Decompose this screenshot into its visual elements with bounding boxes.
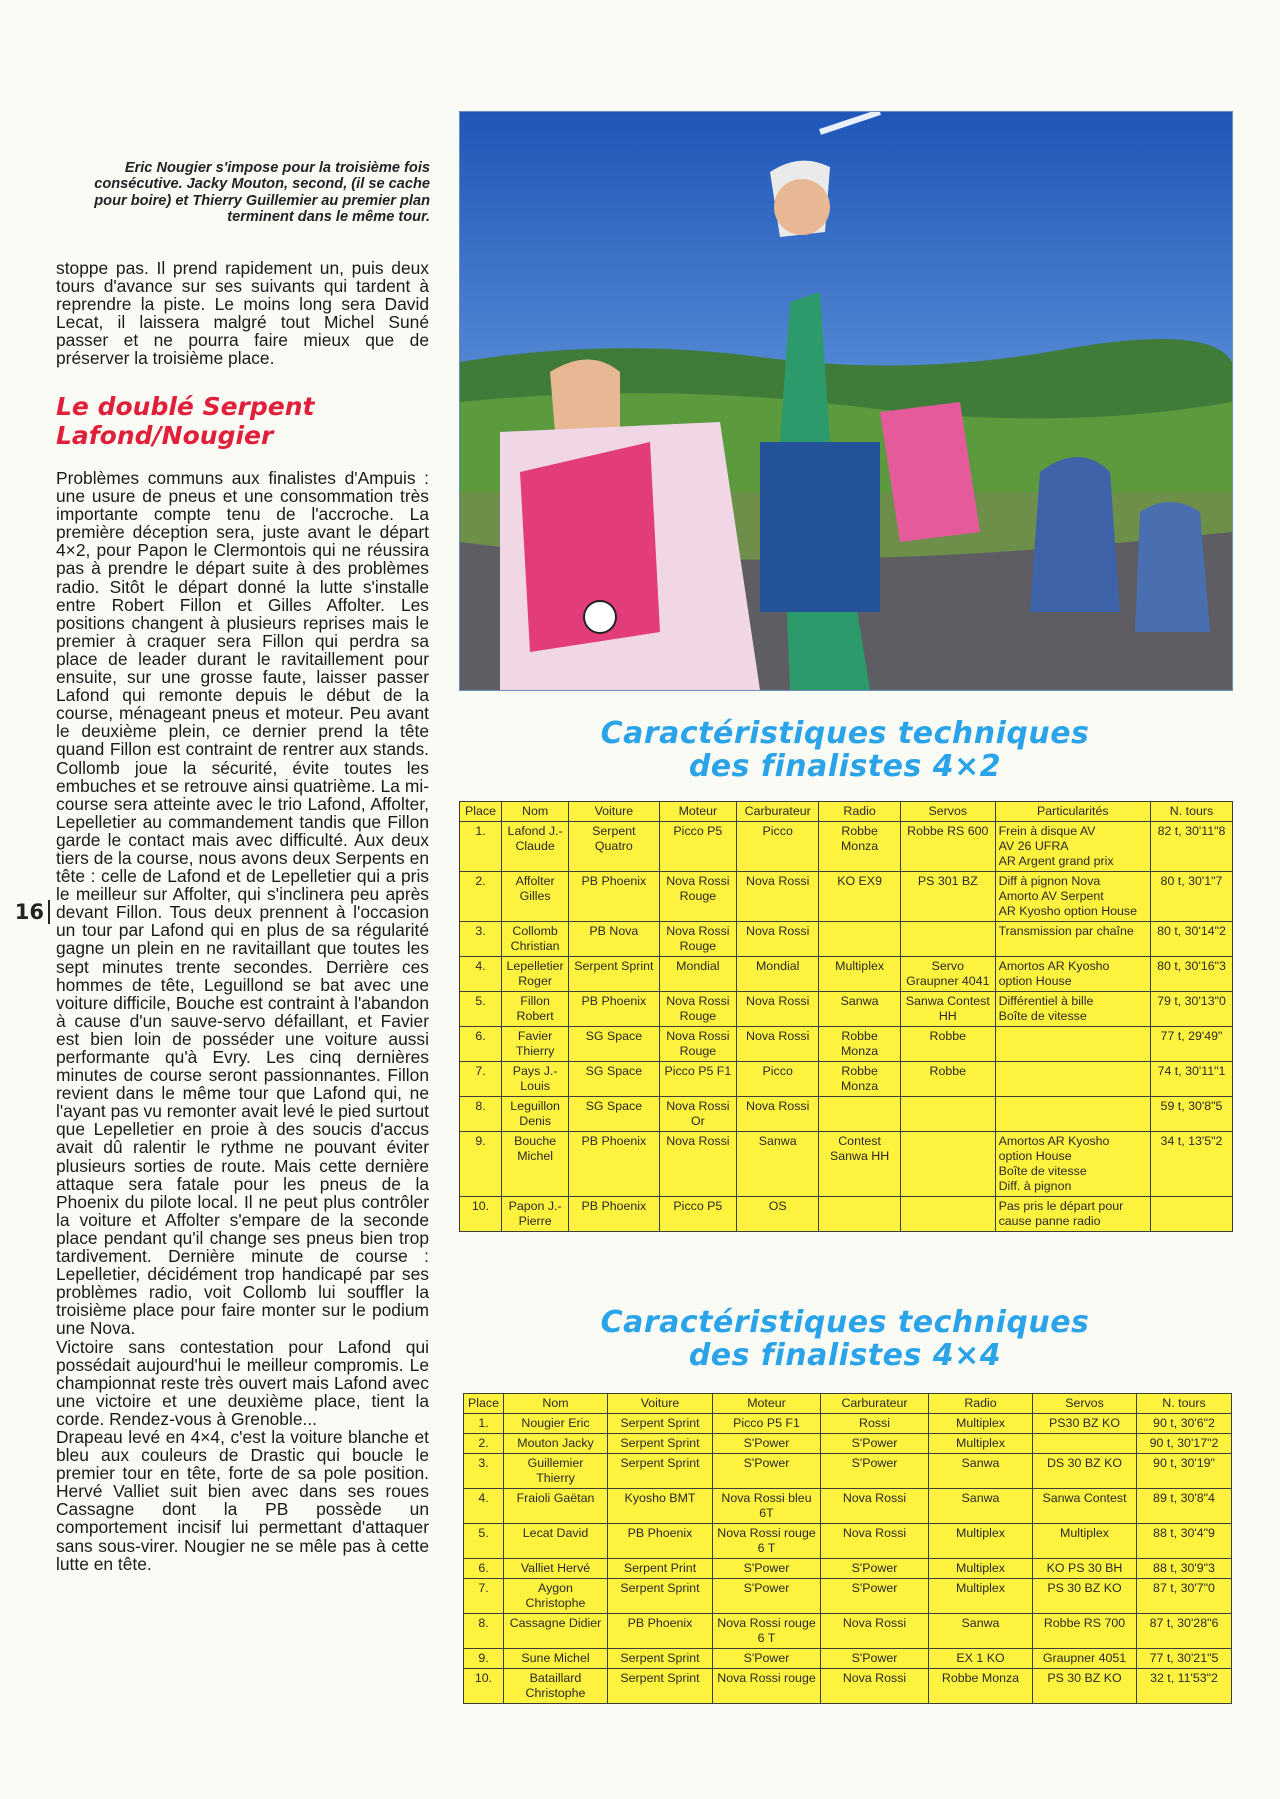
table-cell: 1.: [464, 1414, 504, 1434]
table-cell: 82 t, 30'11"8: [1151, 822, 1233, 872]
table-cell: Serpent Sprint: [608, 1434, 713, 1454]
table-cell: 7.: [464, 1579, 504, 1614]
table-cell: Nova Rossi: [737, 1097, 819, 1132]
table-cell: Sune Michel: [504, 1649, 608, 1669]
table-cell: [1151, 1197, 1233, 1232]
table-cell: Collomb Christian: [502, 922, 569, 957]
table-cell: Amortos AR Kyosho option House Boîte de vitesse Diff. à pignon: [995, 1132, 1150, 1197]
table-cell: Robbe: [901, 1027, 996, 1062]
table-cell: PB Phoenix: [608, 1614, 713, 1649]
table-cell: S'Power: [713, 1559, 821, 1579]
table-cell: [1033, 1434, 1137, 1454]
table2-header-cell: Place: [464, 1394, 504, 1414]
table-cell: SG Space: [569, 1097, 659, 1132]
table-cell: [819, 1197, 901, 1232]
table-row: [464, 1669, 1232, 1704]
table-cell: [901, 922, 996, 957]
table2-header-cell: Moteur: [713, 1394, 821, 1414]
table-cell: Sanwa: [737, 1132, 819, 1197]
table-cell: Diff à pignon Nova Amorto AV Serpent AR Kyosho option House: [995, 872, 1150, 922]
table2-header-cell: N. tours: [1137, 1394, 1232, 1414]
section-heading-line2: Lafond/Nougier: [56, 421, 274, 450]
table-cell: S'Power: [713, 1434, 821, 1454]
table1-header-cell: Moteur: [659, 802, 737, 822]
table-cell: 88 t, 30'4"9: [1137, 1524, 1232, 1559]
table-cell: S'Power: [821, 1649, 929, 1669]
table-cell: Nova Rossi bleu 6T: [713, 1489, 821, 1524]
table-cell: PS 30 BZ KO: [1033, 1579, 1137, 1614]
table-cell: Différentiel à bille Boîte de vitesse: [995, 992, 1150, 1027]
table-cell: 5.: [460, 992, 502, 1027]
table-cell: Nova Rossi: [659, 1132, 737, 1197]
table-cell: [995, 1027, 1150, 1062]
table-cell: Nova Rossi rouge: [713, 1669, 821, 1704]
photo-caption: Eric Nougier s'impose pour la troisième fois consécutive. Jacky Mouton, second, (il se cache pour boire) et Thierry Guillemier au premier plan terminent dans le même tour.: [94, 160, 430, 226]
table-cell: Affolter Gilles: [502, 872, 569, 922]
table-cell: 10.: [460, 1197, 502, 1232]
table-cell: S'Power: [821, 1579, 929, 1614]
table-cell: Multiplex: [929, 1414, 1033, 1434]
table2-body: [464, 1414, 1232, 1704]
table2-title-line2: des finalistes 4×4: [688, 1338, 1002, 1373]
table-cell: Sanwa: [819, 992, 901, 1027]
table-cell: Multiplex: [1033, 1524, 1137, 1559]
table-row: [460, 1062, 1233, 1097]
table1-header-cell: Particularités: [995, 802, 1150, 822]
table-cell: Aygon Christophe: [504, 1579, 608, 1614]
table-cell: KO EX9: [819, 872, 901, 922]
table-row: [464, 1454, 1232, 1489]
table-cell: PB Nova: [569, 922, 659, 957]
table-cell: Lecat David: [504, 1524, 608, 1559]
table-4x2: [459, 801, 1233, 1232]
table-cell: Nova Rossi Rouge: [659, 872, 737, 922]
table-cell: Nova Rossi: [821, 1669, 929, 1704]
body-paragraph: Problèmes communs aux finalistes d'Ampuis : une usure de pneus et une consommation très importante compte tenu de l'accroche. La première déception sera, juste avant le départ 4×2, pour Papon le Clermontois qui ne réussira pas à prendre le départ suite à des problèmes radio. Sitôt le départ donné la lutte s'installe entre Robert Fillon et Gilles Affolter. Les positions changent à plusieurs reprises mais le premier à craquer sera Fillon qui perdra sa place de leader durant le ravitaillement pour ensuite, sur une grosse faute, laisser passer Lafond qui remonte depuis le début de la course, ménageant pneus et moteur. Peu avant le deuxième plein, ce dernier prend la tête quand Fillon est contraint de rentrer aux stands. Collomb joue la sécurité, évite toutes les embuches et se retrouve ainsi quatrième. La mi-course sera atteinte avec le trio Lafond, Affolter, Lepelletier au commandement tandis que Fillon garde le contact mais avec difficulté. Aux deux tiers de la course, nous avons deux Serpents en tête : celle de Lafond et de Lepelletier qui a pris le meilleur sur Affolter, qui s'inclinera peu après devant Fillon. Tous deux prennent à l'occasion un tour par Lafond qui en plus de sa régularité gagne un plein en ne ravitaillant que toutes les sept minutes trente secondes. Derrière ces hommes de tête, Leguillond se bat avec une voiture difficile, Bouche est contraint à l'abandon à cause d'un sauve-servo défaillant, et Favier est bien loin de posséder une voiture aussi performante qu'à Evry. Les cinq dernières minutes de course seront passionnantes. Fillon revient dans le même tour que Lafond qui, ne l'ayant pas vu remonter avait levé le pied surtout que Lepelletier en proie à des soucis d'accus avait dû ralentir le rythme ne pouvant éviter plusieurs sorties de route. Mais cette dernière attaque sera fatale pour les pneus de la Phoenix du pilote local. Il ne peut plus contrôler la voiture et Affolter s'empare de la seconde place pendant qu'il change ses pneus bien trop tardivement. Dernière minute de course : Lepelletier, décidément trop handicapé par ses problèmes radio, voit Collomb lui souffler la troisième place pour faire monter sur le podium une Nova.: [56, 468, 429, 1339]
table-cell: Mondial: [659, 957, 737, 992]
table-cell: [819, 1097, 901, 1132]
section-heading-line1: Le doublé Serpent: [56, 392, 315, 421]
table-cell: 4.: [464, 1489, 504, 1524]
table-cell: OS: [737, 1197, 819, 1232]
intro-paragraph: stoppe pas. Il prend rapidement un, puis deux tours d'avance sur ses suivants qui tardent à reprendre la piste. Le moins long sera David Lecat, il laissera malgré tout Michel Suné passer et ne pourra faire mieux que de préserver la troisième place.: [56, 258, 429, 369]
table-cell: PB Phoenix: [608, 1524, 713, 1559]
table-cell: Nougier Eric: [504, 1414, 608, 1434]
table1-header-cell: Nom: [502, 802, 569, 822]
table-cell: 6.: [464, 1559, 504, 1579]
table-cell: Graupner 4051: [1033, 1649, 1137, 1669]
table-cell: 80 t, 30'16"3: [1151, 957, 1233, 992]
table2-title: [459, 1306, 1231, 1372]
table-cell: S'Power: [713, 1649, 821, 1669]
table-row: [460, 1197, 1233, 1232]
table-row: [460, 822, 1233, 872]
table-cell: [901, 1197, 996, 1232]
table-cell: Picco: [737, 822, 819, 872]
table2-header-cell: Carburateur: [821, 1394, 929, 1414]
table2-header-cell: Nom: [504, 1394, 608, 1414]
table-cell: Guillemier Thierry: [504, 1454, 608, 1489]
table-cell: 87 t, 30'7"0: [1137, 1579, 1232, 1614]
table-cell: Nova Rossi Rouge: [659, 992, 737, 1027]
table-cell: Robbe Monza: [819, 1027, 901, 1062]
table-cell: 3.: [460, 922, 502, 957]
table-row: [464, 1524, 1232, 1559]
table1-title: [459, 717, 1231, 783]
table-cell: [819, 922, 901, 957]
table-cell: [901, 1097, 996, 1132]
podium-photo: [459, 111, 1233, 691]
table-row: [464, 1434, 1232, 1454]
table-cell: 2.: [460, 872, 502, 922]
table-cell: Nova Rossi Or: [659, 1097, 737, 1132]
table-cell: Leguillon Denis: [502, 1097, 569, 1132]
table-cell: Sanwa Contest HH: [901, 992, 996, 1027]
table-cell: [995, 1062, 1150, 1097]
table-cell: Sanwa Contest: [1033, 1489, 1137, 1524]
table-cell: 80 t, 30'1"7: [1151, 872, 1233, 922]
table-cell: 59 t, 30'8"5: [1151, 1097, 1233, 1132]
page-number: 16: [12, 900, 50, 924]
table-cell: S'Power: [713, 1454, 821, 1489]
table-row: [460, 992, 1233, 1027]
table-row: [464, 1489, 1232, 1524]
table-cell: 7.: [460, 1062, 502, 1097]
table-cell: 89 t, 30'8"4: [1137, 1489, 1232, 1524]
table-row: [460, 1132, 1233, 1197]
table-cell: Pays J.-Louis: [502, 1062, 569, 1097]
table-cell: Kyosho BMT: [608, 1489, 713, 1524]
table-cell: Serpent Sprint: [608, 1414, 713, 1434]
table-cell: Sanwa: [929, 1614, 1033, 1649]
table-cell: Robbe Monza: [819, 822, 901, 872]
table-cell: Bataillard Christophe: [504, 1669, 608, 1704]
table-cell: PS 301 BZ: [901, 872, 996, 922]
table-cell: Pas pris le départ pour cause panne radio: [995, 1197, 1150, 1232]
table-cell: Bouche Michel: [502, 1132, 569, 1197]
table-cell: SG Space: [569, 1027, 659, 1062]
table-cell: Nova Rossi Rouge: [659, 1027, 737, 1062]
table-cell: Multiplex: [929, 1579, 1033, 1614]
table-cell: Nova Rossi: [737, 922, 819, 957]
table-cell: Transmission par chaîne: [995, 922, 1150, 957]
table-cell: Lepelletier Roger: [502, 957, 569, 992]
table1-header-cell: Carburateur: [737, 802, 819, 822]
table-cell: 32 t, 11'53"2: [1137, 1669, 1232, 1704]
table-row: [464, 1559, 1232, 1579]
table-row: [460, 957, 1233, 992]
table-cell: Robbe Monza: [929, 1669, 1033, 1704]
table-cell: Nova Rossi rouge 6 T: [713, 1524, 821, 1559]
table-cell: Picco: [737, 1062, 819, 1097]
table-cell: 77 t, 29'49": [1151, 1027, 1233, 1062]
table-cell: Mouton Jacky: [504, 1434, 608, 1454]
table-cell: Serpent Print: [608, 1559, 713, 1579]
table-cell: Papon J.-Pierre: [502, 1197, 569, 1232]
table-cell: Lafond J.-Claude: [502, 822, 569, 872]
table-cell: Fillon Robert: [502, 992, 569, 1027]
table-cell: 9.: [464, 1649, 504, 1669]
table-cell: 5.: [464, 1524, 504, 1559]
table-cell: Sanwa: [929, 1454, 1033, 1489]
table-cell: 2.: [464, 1434, 504, 1454]
table-cell: Favier Thierry: [502, 1027, 569, 1062]
body-paragraph: Victoire sans contestation pour Lafond qui possédait aujourd'hui le meilleur compromis. Le championnat reste très ouvert mais Lafond avec une victoire et une deuxième place, tient la corde. Rendez-vous à Grenoble...: [56, 1336, 429, 1429]
podium-photo-illustration: [460, 112, 1232, 690]
table-cell: Serpent Sprint: [608, 1454, 713, 1489]
table1-header-cell: N. tours: [1151, 802, 1233, 822]
table-cell: Nova Rossi: [737, 1027, 819, 1062]
table-4x4: [463, 1393, 1232, 1704]
table-cell: Amortos AR Kyosho option House: [995, 957, 1150, 992]
table-cell: Sanwa: [929, 1489, 1033, 1524]
table-cell: 90 t, 30'17"2: [1137, 1434, 1232, 1454]
table-cell: 6.: [460, 1027, 502, 1062]
table-cell: Multiplex: [929, 1559, 1033, 1579]
table2-header-cell: Servos: [1033, 1394, 1137, 1414]
table-cell: 90 t, 30'6"2: [1137, 1414, 1232, 1434]
table-row: [460, 1027, 1233, 1062]
table-cell: 74 t, 30'11"1: [1151, 1062, 1233, 1097]
body-paragraph: Drapeau levé en 4×4, c'est la voiture blanche et bleu aux couleurs de Drastic qui boucle le premier tour en tête, forte de sa pole position. Hervé Valliet suit bien avec dans ses roues Cassagne dont la PB possède un comportement incisif lui permettant d'attaquer sans sous-virer. Nougier ne se mêle pas à cette lutte en tête.: [56, 1426, 429, 1574]
section-heading: [56, 392, 436, 450]
table-row: [464, 1649, 1232, 1669]
table-cell: 10.: [464, 1669, 504, 1704]
table-row: [464, 1614, 1232, 1649]
table-cell: Serpent Sprint: [608, 1669, 713, 1704]
table-cell: Nova Rossi Rouge: [659, 922, 737, 957]
table2-title-line1: Caractéristiques techniques: [600, 1305, 1090, 1340]
table-cell: Robbe RS 700: [1033, 1614, 1137, 1649]
table-row: [464, 1579, 1232, 1614]
table-cell: Serpent Sprint: [608, 1579, 713, 1614]
table-cell: [995, 1097, 1150, 1132]
table2-header: [464, 1394, 1232, 1414]
table-cell: Picco P5 F1: [713, 1414, 821, 1434]
table-cell: PS 30 BZ KO: [1033, 1669, 1137, 1704]
table-cell: Nova Rossi: [821, 1614, 929, 1649]
table-cell: Robbe RS 600: [901, 822, 996, 872]
table-cell: 90 t, 30'19": [1137, 1454, 1232, 1489]
table-cell: S'Power: [821, 1454, 929, 1489]
article-body: [56, 469, 429, 1573]
table-row: [460, 922, 1233, 957]
table-cell: Valliet Hervé: [504, 1559, 608, 1579]
table-cell: Cassagne Didier: [504, 1614, 608, 1649]
table-cell: 1.: [460, 822, 502, 872]
table-cell: 9.: [460, 1132, 502, 1197]
table-row: [460, 872, 1233, 922]
table1-title-line2: des finalistes 4×2: [688, 749, 1002, 784]
table-cell: Multiplex: [819, 957, 901, 992]
table-cell: 34 t, 13'5"2: [1151, 1132, 1233, 1197]
table-cell: PB Phoenix: [569, 872, 659, 922]
table1-header-cell: Voiture: [569, 802, 659, 822]
table-cell: Multiplex: [929, 1434, 1033, 1454]
table-cell: 79 t, 30'13"0: [1151, 992, 1233, 1027]
table-cell: 77 t, 30'21"5: [1137, 1649, 1232, 1669]
table1-header-cell: Place: [460, 802, 502, 822]
table-cell: KO PS 30 BH: [1033, 1559, 1137, 1579]
table-cell: PB Phoenix: [569, 1197, 659, 1232]
table-cell: Nova Rossi: [737, 872, 819, 922]
table-cell: PB Phoenix: [569, 992, 659, 1027]
table-cell: Nova Rossi rouge 6 T: [713, 1614, 821, 1649]
table-cell: Serpent Sprint: [608, 1649, 713, 1669]
table1-header-cell: Servos: [901, 802, 996, 822]
table-cell: 87 t, 30'28"6: [1137, 1614, 1232, 1649]
table-cell: S'Power: [821, 1434, 929, 1454]
table1-body: [460, 822, 1233, 1232]
table-cell: PB Phoenix: [569, 1132, 659, 1197]
table-cell: S'Power: [821, 1559, 929, 1579]
table-cell: Picco P5 F1: [659, 1062, 737, 1097]
table-cell: Rossi: [821, 1414, 929, 1434]
table-cell: PS30 BZ KO: [1033, 1414, 1137, 1434]
table-cell: Picco P5: [659, 1197, 737, 1232]
table-cell: SG Space: [569, 1062, 659, 1097]
table-cell: Servo Graupner 4041: [901, 957, 996, 992]
table-cell: Nova Rossi: [821, 1489, 929, 1524]
table-cell: Contest Sanwa HH: [819, 1132, 901, 1197]
table-cell: [901, 1132, 996, 1197]
table2-header-cell: Radio: [929, 1394, 1033, 1414]
table-cell: 8.: [460, 1097, 502, 1132]
table-cell: Nova Rossi: [821, 1524, 929, 1559]
table-row: [460, 1097, 1233, 1132]
table-cell: 3.: [464, 1454, 504, 1489]
table-cell: Serpent Sprint: [569, 957, 659, 992]
table1-header-cell: Radio: [819, 802, 901, 822]
table-cell: 88 t, 30'9"3: [1137, 1559, 1232, 1579]
table-cell: Nova Rossi: [737, 992, 819, 1027]
table-cell: Robbe Monza: [819, 1062, 901, 1097]
table-cell: Multiplex: [929, 1524, 1033, 1559]
table-cell: Frein à disque AV AV 26 UFRA AR Argent grand prix: [995, 822, 1150, 872]
table1-header: [460, 802, 1233, 822]
table-cell: Picco P5: [659, 822, 737, 872]
table-cell: EX 1 KO: [929, 1649, 1033, 1669]
table-cell: Fraioli Gaëtan: [504, 1489, 608, 1524]
table-cell: Robbe: [901, 1062, 996, 1097]
table-cell: 80 t, 30'14"2: [1151, 922, 1233, 957]
table2-header-cell: Voiture: [608, 1394, 713, 1414]
table-row: [464, 1414, 1232, 1434]
table-cell: 4.: [460, 957, 502, 992]
table-cell: Serpent Quatro: [569, 822, 659, 872]
table-cell: S'Power: [713, 1579, 821, 1614]
table-cell: DS 30 BZ KO: [1033, 1454, 1137, 1489]
table1-title-line1: Caractéristiques techniques: [600, 716, 1090, 751]
table-cell: Mondial: [737, 957, 819, 992]
table-cell: 8.: [464, 1614, 504, 1649]
